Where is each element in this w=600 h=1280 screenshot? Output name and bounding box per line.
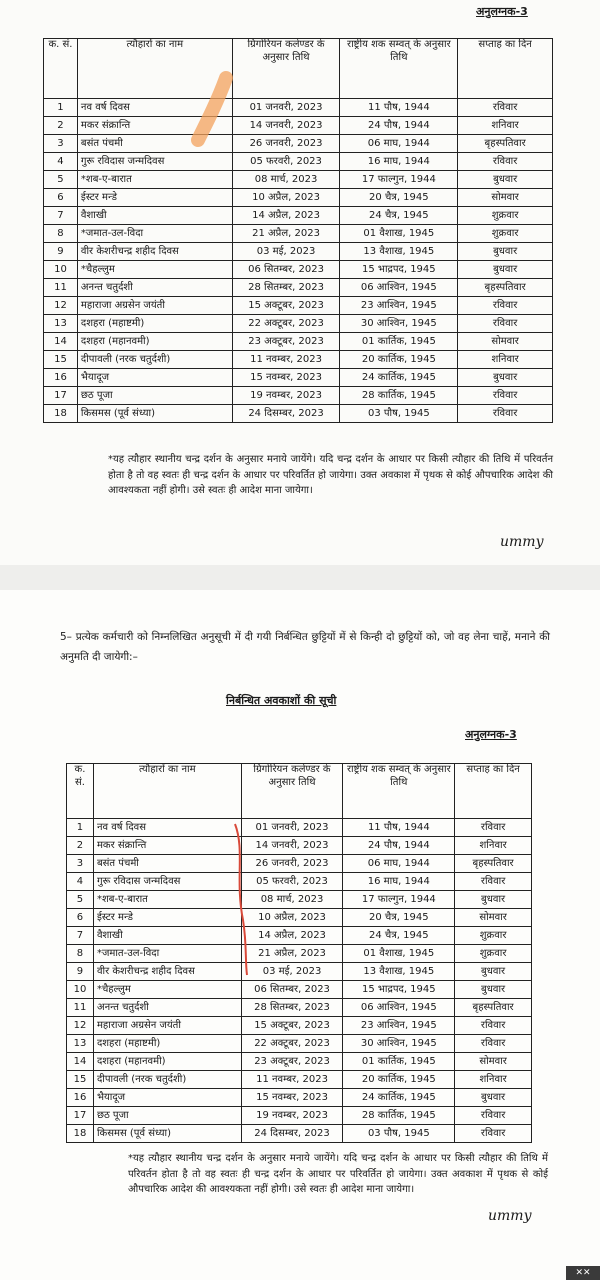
table-row bbox=[44, 225, 553, 243]
festival-name: ईस्टर मन्डे bbox=[77, 189, 232, 207]
weekday: शनिवार bbox=[455, 1071, 532, 1089]
festival-name: छठ पूजा bbox=[93, 1107, 241, 1125]
gregorian-date: 01 जनवरी, 2023 bbox=[241, 819, 343, 837]
gregorian-date: 15 अक्टूबर, 2023 bbox=[241, 1017, 343, 1035]
table-row bbox=[67, 963, 532, 981]
row-number: 18 bbox=[44, 405, 78, 423]
festival-name: *चैहल्लुम bbox=[77, 261, 232, 279]
table-row bbox=[44, 153, 553, 171]
table-row bbox=[67, 1107, 532, 1125]
shaka-date: 24 चैत्र, 1945 bbox=[343, 927, 455, 945]
gregorian-date: 24 दिसम्बर, 2023 bbox=[241, 1125, 343, 1143]
weekday: बृहस्पतिवार bbox=[458, 135, 553, 153]
gregorian-date: 03 मई, 2023 bbox=[232, 243, 340, 261]
table-row bbox=[67, 909, 532, 927]
weekday: बुधवार bbox=[455, 891, 532, 909]
gregorian-date: 14 अप्रैल, 2023 bbox=[232, 207, 340, 225]
row-number: 8 bbox=[44, 225, 78, 243]
weekday: शनिवार bbox=[458, 117, 553, 135]
festival-name: भैयादूज bbox=[93, 1089, 241, 1107]
list-heading: निर्बन्धित अवकाशों की सूची bbox=[226, 694, 337, 707]
header-shaka-date: राष्ट्रीय शक सम्वत् के अनुसार तिथि bbox=[343, 764, 455, 819]
shaka-date: 20 कार्तिक, 1945 bbox=[343, 1071, 455, 1089]
weekday: बृहस्पतिवार bbox=[455, 999, 532, 1017]
table-row bbox=[44, 351, 553, 369]
festival-name: किसमस (पूर्व संध्या) bbox=[93, 1125, 241, 1143]
gregorian-date: 23 अक्टूबर, 2023 bbox=[241, 1053, 343, 1071]
shaka-date: 01 कार्तिक, 1945 bbox=[340, 333, 458, 351]
row-number: 6 bbox=[44, 189, 78, 207]
gregorian-date: 15 अक्टूबर, 2023 bbox=[232, 297, 340, 315]
weekday: रविवार bbox=[455, 1017, 532, 1035]
gregorian-date: 19 नवम्बर, 2023 bbox=[241, 1107, 343, 1125]
header-sno: क. सं. bbox=[44, 39, 78, 99]
table-row bbox=[67, 1125, 532, 1143]
weekday: रविवार bbox=[455, 1125, 532, 1143]
shaka-date: 24 चैत्र, 1945 bbox=[340, 207, 458, 225]
gregorian-date: 11 नवम्बर, 2023 bbox=[232, 351, 340, 369]
row-number: 12 bbox=[67, 1017, 94, 1035]
festival-name: बसंत पंचमी bbox=[77, 135, 232, 153]
gregorian-date: 22 अक्टूबर, 2023 bbox=[241, 1035, 343, 1053]
festival-name: दीपावली (नरक चतुर्दशी) bbox=[77, 351, 232, 369]
festival-name: दशहरा (महानवमी) bbox=[77, 333, 232, 351]
festival-name: दशहरा (महानवमी) bbox=[93, 1053, 241, 1071]
festival-name: *जमात-उल-विदा bbox=[93, 945, 241, 963]
row-number: 15 bbox=[67, 1071, 94, 1089]
table-row bbox=[67, 837, 532, 855]
gregorian-date: 26 जनवरी, 2023 bbox=[232, 135, 340, 153]
gregorian-date: 14 जनवरी, 2023 bbox=[241, 837, 343, 855]
weekday: बृहस्पतिवार bbox=[455, 855, 532, 873]
weekday: रविवार bbox=[458, 405, 553, 423]
shaka-date: 24 पौष, 1944 bbox=[340, 117, 458, 135]
row-number: 6 bbox=[67, 909, 94, 927]
weekday: बृहस्पतिवार bbox=[458, 279, 553, 297]
gregorian-date: 26 जनवरी, 2023 bbox=[241, 855, 343, 873]
gregorian-date: 05 फरवरी, 2023 bbox=[241, 873, 343, 891]
header-shaka-date: राष्ट्रीय शक सम्वत् के अनुसार तिथि bbox=[340, 39, 458, 99]
table-row bbox=[44, 279, 553, 297]
gregorian-date: 28 सितम्बर, 2023 bbox=[232, 279, 340, 297]
header-festival-name: त्यौहारों का नाम bbox=[77, 39, 232, 99]
festival-name: *शब-ए-बारात bbox=[77, 171, 232, 189]
weekday: शुक्रवार bbox=[458, 225, 553, 243]
table-row bbox=[44, 189, 553, 207]
table-row bbox=[44, 405, 553, 423]
gregorian-date: 08 मार्च, 2023 bbox=[241, 891, 343, 909]
weekday: शनिवार bbox=[458, 351, 553, 369]
gregorian-date: 22 अक्टूबर, 2023 bbox=[232, 315, 340, 333]
row-number: 8 bbox=[67, 945, 94, 963]
signature-2: ummy bbox=[488, 1208, 532, 1224]
row-number: 18 bbox=[67, 1125, 94, 1143]
festival-name: *जमात-उल-विदा bbox=[77, 225, 232, 243]
table-row bbox=[67, 981, 532, 999]
table-row bbox=[67, 1053, 532, 1071]
row-number: 10 bbox=[67, 981, 94, 999]
shaka-date: 13 वैशाख, 1945 bbox=[340, 243, 458, 261]
shaka-date: 20 चैत्र, 1945 bbox=[340, 189, 458, 207]
row-number: 1 bbox=[67, 819, 94, 837]
table-row bbox=[67, 891, 532, 909]
table-row bbox=[44, 315, 553, 333]
gregorian-date: 24 दिसम्बर, 2023 bbox=[232, 405, 340, 423]
table-row bbox=[67, 1035, 532, 1053]
weekday: सोमवार bbox=[455, 1053, 532, 1071]
row-number: 7 bbox=[67, 927, 94, 945]
table-row bbox=[44, 333, 553, 351]
shaka-date: 13 वैशाख, 1945 bbox=[343, 963, 455, 981]
row-number: 11 bbox=[67, 999, 94, 1017]
festival-name: छठ पूजा bbox=[77, 387, 232, 405]
festival-name: किसमस (पूर्व संध्या) bbox=[77, 405, 232, 423]
header-festival-name: त्यौहारों का नाम bbox=[93, 764, 241, 819]
shaka-date: 24 पौष, 1944 bbox=[343, 837, 455, 855]
pen-mark bbox=[205, 820, 255, 980]
shaka-date: 20 कार्तिक, 1945 bbox=[340, 351, 458, 369]
shaka-date: 01 वैशाख, 1945 bbox=[340, 225, 458, 243]
gregorian-date: 19 नवम्बर, 2023 bbox=[232, 387, 340, 405]
shaka-date: 30 आश्विन, 1945 bbox=[343, 1035, 455, 1053]
row-number: 3 bbox=[67, 855, 94, 873]
shaka-date: 06 आश्विन, 1945 bbox=[343, 999, 455, 1017]
festival-name: महाराजा अग्रसेन जयंती bbox=[93, 1017, 241, 1035]
weekday: रविवार bbox=[458, 297, 553, 315]
table-row bbox=[44, 387, 553, 405]
festival-name: वैशाखी bbox=[77, 207, 232, 225]
gregorian-date: 08 मार्च, 2023 bbox=[232, 171, 340, 189]
annexure-label-1: अनुलग्नक-3 bbox=[476, 5, 528, 18]
row-number: 13 bbox=[67, 1035, 94, 1053]
footnote-2: *यह त्यौहार स्थानीय चन्द्र दर्शन के अनुसार मनाये जायेंगे। यदि चन्द्र दर्शन के आधार पर किसी त्यौहार की तिथि में परिवर्तन होता है तो वह स्वतः ही चन्द्र दर्शन के आधार पर परिवर्तित हो जायेगा। उक्त अवकाश में पृथक से कोई औपचारिक आदेश की आवश्यकता नहीं होगी। उसे स्वतः ही आदेश माना जायेगा। bbox=[128, 1153, 548, 1195]
festival-name: नव वर्ष दिवस bbox=[77, 99, 232, 117]
annexure-label-2: अनुलग्नक-3 bbox=[465, 728, 517, 741]
gregorian-date: 14 अप्रैल, 2023 bbox=[241, 927, 343, 945]
row-number: 16 bbox=[44, 369, 78, 387]
weekday: सोमवार bbox=[458, 189, 553, 207]
gregorian-date: 06 सितम्बर, 2023 bbox=[232, 261, 340, 279]
table-row bbox=[67, 873, 532, 891]
table-row bbox=[44, 261, 553, 279]
shaka-date: 23 आश्विन, 1945 bbox=[343, 1017, 455, 1035]
gregorian-date: 21 अप्रैल, 2023 bbox=[232, 225, 340, 243]
weekday: बुधवार bbox=[458, 261, 553, 279]
table-row bbox=[67, 855, 532, 873]
weekday: रविवार bbox=[455, 819, 532, 837]
header-weekday: सप्ताह का दिन bbox=[455, 764, 532, 819]
festival-name: गुरू रविदास जन्मदिवस bbox=[77, 153, 232, 171]
row-number: 11 bbox=[44, 279, 78, 297]
festival-name: वैशाखी bbox=[93, 927, 241, 945]
shaka-date: 03 पौष, 1945 bbox=[343, 1125, 455, 1143]
shaka-date: 30 आश्विन, 1945 bbox=[340, 315, 458, 333]
table-row bbox=[67, 819, 532, 837]
gregorian-date: 15 नवम्बर, 2023 bbox=[241, 1089, 343, 1107]
corner-overlay: ✕✕ bbox=[566, 1266, 600, 1280]
gregorian-date: 21 अप्रैल, 2023 bbox=[241, 945, 343, 963]
table-row bbox=[44, 297, 553, 315]
gregorian-date: 28 सितम्बर, 2023 bbox=[241, 999, 343, 1017]
shaka-date: 15 भाद्रपद, 1945 bbox=[340, 261, 458, 279]
shaka-date: 17 फाल्गुन, 1944 bbox=[340, 171, 458, 189]
festival-name: मकर संक्रान्ति bbox=[77, 117, 232, 135]
row-number: 2 bbox=[44, 117, 78, 135]
gregorian-date: 06 सितम्बर, 2023 bbox=[241, 981, 343, 999]
weekday: रविवार bbox=[458, 387, 553, 405]
table-row bbox=[67, 945, 532, 963]
weekday: रविवार bbox=[458, 99, 553, 117]
shaka-date: 06 माघ, 1944 bbox=[343, 855, 455, 873]
row-number: 4 bbox=[67, 873, 94, 891]
festival-name: अनन्त चतुर्दशी bbox=[93, 999, 241, 1017]
festival-name: *चैहल्लुम bbox=[93, 981, 241, 999]
holiday-table-1 bbox=[43, 38, 553, 423]
shaka-date: 11 पौष, 1944 bbox=[343, 819, 455, 837]
festival-name: दशहरा (महाष्टमी) bbox=[93, 1035, 241, 1053]
row-number: 10 bbox=[44, 261, 78, 279]
row-number: 15 bbox=[44, 351, 78, 369]
row-number: 14 bbox=[44, 333, 78, 351]
weekday: रविवार bbox=[458, 315, 553, 333]
shaka-date: 24 कार्तिक, 1945 bbox=[340, 369, 458, 387]
shaka-date: 16 माघ, 1944 bbox=[343, 873, 455, 891]
shaka-date: 28 कार्तिक, 1945 bbox=[343, 1107, 455, 1125]
table-row bbox=[44, 117, 553, 135]
festival-name: *शब-ए-बारात bbox=[93, 891, 241, 909]
festival-name: गुरू रविदास जन्मदिवस bbox=[93, 873, 241, 891]
weekday: रविवार bbox=[455, 873, 532, 891]
shaka-date: 24 कार्तिक, 1945 bbox=[343, 1089, 455, 1107]
row-number: 1 bbox=[44, 99, 78, 117]
festival-name: अनन्त चतुर्दशी bbox=[77, 279, 232, 297]
weekday: शनिवार bbox=[455, 837, 532, 855]
page-separator bbox=[0, 565, 600, 590]
gregorian-date: 03 मई, 2023 bbox=[241, 963, 343, 981]
row-number: 9 bbox=[44, 243, 78, 261]
row-number: 2 bbox=[67, 837, 94, 855]
gregorian-date: 10 अप्रैल, 2023 bbox=[241, 909, 343, 927]
row-number: 16 bbox=[67, 1089, 94, 1107]
weekday: बुधवार bbox=[455, 981, 532, 999]
row-number: 5 bbox=[44, 171, 78, 189]
row-number: 4 bbox=[44, 153, 78, 171]
shaka-date: 01 वैशाख, 1945 bbox=[343, 945, 455, 963]
header-weekday: सप्ताह का दिन bbox=[458, 39, 553, 99]
table-row bbox=[44, 369, 553, 387]
weekday: बुधवार bbox=[455, 963, 532, 981]
row-number: 17 bbox=[44, 387, 78, 405]
row-number: 14 bbox=[67, 1053, 94, 1071]
weekday: शुक्रवार bbox=[455, 945, 532, 963]
shaka-date: 01 कार्तिक, 1945 bbox=[343, 1053, 455, 1071]
table-row bbox=[67, 1017, 532, 1035]
highlighter-mark bbox=[188, 70, 238, 150]
header-sno: क. सं. bbox=[67, 764, 94, 819]
gregorian-date: 05 फरवरी, 2023 bbox=[232, 153, 340, 171]
shaka-date: 06 माघ, 1944 bbox=[340, 135, 458, 153]
row-number: 5 bbox=[67, 891, 94, 909]
weekday: रविवार bbox=[458, 153, 553, 171]
table-row bbox=[44, 171, 553, 189]
shaka-date: 11 पौष, 1944 bbox=[340, 99, 458, 117]
row-number: 3 bbox=[44, 135, 78, 153]
table-row bbox=[67, 1089, 532, 1107]
table-row bbox=[67, 999, 532, 1017]
row-number: 12 bbox=[44, 297, 78, 315]
table-row bbox=[44, 135, 553, 153]
weekday: रविवार bbox=[455, 1107, 532, 1125]
holiday-table-2 bbox=[66, 763, 532, 1143]
shaka-date: 15 भाद्रपद, 1945 bbox=[343, 981, 455, 999]
table-row bbox=[44, 243, 553, 261]
shaka-date: 20 चैत्र, 1945 bbox=[343, 909, 455, 927]
shaka-date: 16 माघ, 1944 bbox=[340, 153, 458, 171]
table-row bbox=[67, 927, 532, 945]
festival-name: भैयादूज bbox=[77, 369, 232, 387]
weekday: शुक्रवार bbox=[458, 207, 553, 225]
weekday: सोमवार bbox=[458, 333, 553, 351]
footnote-1: *यह त्यौहार स्थानीय चन्द्र दर्शन के अनुसार मनाये जायेंगे। यदि चन्द्र दर्शन के आधार पर किसी त्यौहार की तिथि में परिवर्तन होता है तो वह स्वतः ही चन्द्र दर्शन के आधार पर परिवर्तित हो जायेगा। उक्त अवकाश में पृथक से कोई औपचारिक आदेश की आवश्यकता नहीं होगी। उसे स्वतः ही आदेश माना जायेगा। bbox=[108, 454, 553, 496]
gregorian-date: 23 अक्टूबर, 2023 bbox=[232, 333, 340, 351]
table-row bbox=[44, 99, 553, 117]
festival-name: ईस्टर मन्डे bbox=[93, 909, 241, 927]
festival-name: नव वर्ष दिवस bbox=[93, 819, 241, 837]
gregorian-date: 11 नवम्बर, 2023 bbox=[241, 1071, 343, 1089]
table-row bbox=[44, 207, 553, 225]
festival-name: दीपावली (नरक चतुर्दशी) bbox=[93, 1071, 241, 1089]
row-number: 13 bbox=[44, 315, 78, 333]
festival-name: महाराजा अग्रसेन जयंती bbox=[77, 297, 232, 315]
gregorian-date: 14 जनवरी, 2023 bbox=[232, 117, 340, 135]
festival-name: वीर केशरीचन्द्र शहीद दिवस bbox=[77, 243, 232, 261]
weekday: सोमवार bbox=[455, 909, 532, 927]
shaka-date: 03 पौष, 1945 bbox=[340, 405, 458, 423]
row-number: 17 bbox=[67, 1107, 94, 1125]
gregorian-date: 15 नवम्बर, 2023 bbox=[232, 369, 340, 387]
signature-1: ummy bbox=[500, 534, 544, 550]
shaka-date: 17 फाल्गुन, 1944 bbox=[343, 891, 455, 909]
festival-name: मकर संक्रान्ति bbox=[93, 837, 241, 855]
table-row bbox=[67, 1071, 532, 1089]
header-gregorian-date: ग्रिगोरियन कलेण्डर के अनुसार तिथि bbox=[232, 39, 340, 99]
weekday: बुधवार bbox=[458, 171, 553, 189]
shaka-date: 23 आश्विन, 1945 bbox=[340, 297, 458, 315]
row-number: 7 bbox=[44, 207, 78, 225]
festival-name: वीर केशरीचन्द्र शहीद दिवस bbox=[93, 963, 241, 981]
weekday: शुक्रवार bbox=[455, 927, 532, 945]
weekday: बुधवार bbox=[455, 1089, 532, 1107]
row-number: 9 bbox=[67, 963, 94, 981]
gregorian-date: 01 जनवरी, 2023 bbox=[232, 99, 340, 117]
shaka-date: 06 आश्विन, 1945 bbox=[340, 279, 458, 297]
header-gregorian-date: ग्रिगोरियन कलेण्डर के अनुसार तिथि bbox=[241, 764, 343, 819]
shaka-date: 28 कार्तिक, 1945 bbox=[340, 387, 458, 405]
weekday: रविवार bbox=[455, 1035, 532, 1053]
paragraph-5: 5– प्रत्येक कर्मचारी को निम्नलिखित अनुसूची में दी गयी निर्बन्धित छुट्टियों में से किन्ही दो छुट्टियों को, जो वह लेना चाहें, मनाने की अनुमति दी जायेगी:– bbox=[60, 631, 550, 663]
weekday: बुधवार bbox=[458, 369, 553, 387]
weekday: बुधवार bbox=[458, 243, 553, 261]
festival-name: दशहरा (महाष्टमी) bbox=[77, 315, 232, 333]
festival-name: बसंत पंचमी bbox=[93, 855, 241, 873]
gregorian-date: 10 अप्रैल, 2023 bbox=[232, 189, 340, 207]
